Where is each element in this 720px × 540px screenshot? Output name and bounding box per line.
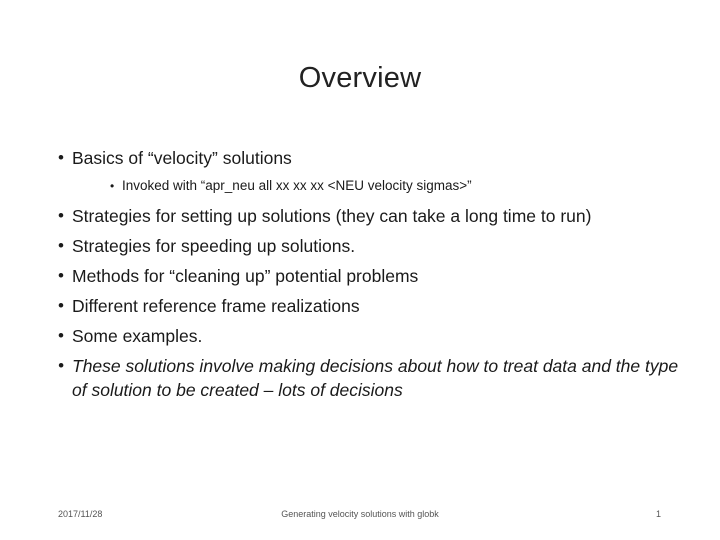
bullet-item: • Different reference frame realizations: [58, 294, 698, 318]
bullet-item: • Some examples.: [58, 324, 698, 348]
page-number: 1: [656, 509, 662, 519]
bullet-item: • Strategies for speeding up solutions.: [58, 234, 698, 258]
footer-date: 2017/11/28: [58, 509, 103, 519]
bullet-item: • Methods for “cleaning up” potential problems: [58, 264, 698, 288]
sub-bullet-item: • Invoked with “apr_neu all xx xx xx <NEU velocity sigmas>”: [110, 176, 698, 196]
slide-title: Overview: [298, 62, 422, 94]
bullet-item: • Strategies for setting up solutions (they can take a long time to run): [58, 204, 698, 228]
footer-title: Generating velocity solutions with globk: [281, 509, 439, 519]
bullet-item-italic: • These solutions involve making decisions about how to treat data and the type of solution to be created – lots of decisions: [58, 354, 682, 402]
bullet-list: [58, 146, 698, 402]
bullet-item: • Basics of “velocity” solutions: [58, 146, 698, 170]
